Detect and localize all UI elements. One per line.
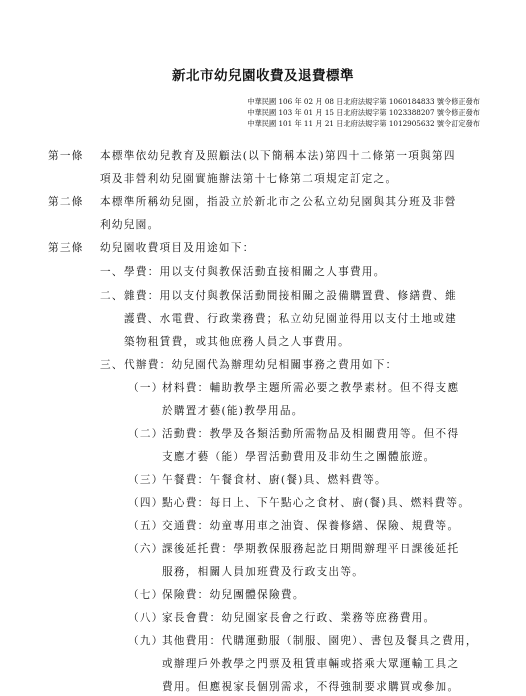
subitem-label: （六） [128, 543, 164, 555]
subitem-label: （九） [128, 635, 164, 647]
article-label: 第二條 [48, 196, 84, 208]
item-text: 學費：用以支付與教保活動直接相關之人事費用。 [124, 266, 386, 278]
subitem-label: （一） [128, 382, 164, 394]
subitem-label: （三） [128, 474, 164, 486]
history-line: 中華民國 101 年 11 月 21 日北府法規字第 1012905632 號令訂定發布 [247, 119, 480, 128]
item-text: 護費、水電費、行政業務費；私立幼兒園並得用以支付土地或建 [124, 313, 458, 325]
subitem-text: 保險費：幼兒團體保險費。 [162, 589, 305, 601]
subitem-label: （八） [128, 612, 164, 624]
item-label: 三、 [100, 359, 124, 371]
document-title: 新北市幼兒園收費及退費標準 [172, 68, 354, 84]
item-text: 雜費：用以支付與教保活動間接相關之設備購置費、修繕費、維 [124, 290, 458, 302]
subitem-text: 家長會費：幼兒園家長會之行政、業務等庶務費用。 [162, 612, 436, 624]
amendment-history [247, 96, 480, 129]
subitem-text: 其他費用：代購運動服（制服、園兜）、書包及餐具之費用， [162, 635, 478, 647]
item-text: 築物租賃費，或其他庶務人員之人事費用。 [124, 336, 350, 348]
subitem-text: 服務，相關人員加班費及行政支出等。 [162, 566, 365, 578]
article-text: 項及非營利幼兒園實施辦法第十七條第二項規定訂定之。 [100, 173, 398, 185]
article-label: 第三條 [48, 242, 84, 254]
history-line: 中華民國 103 年 01 月 15 日北府法規字第 1023388207 號令修正發布 [247, 108, 480, 117]
item-text: 代辦費：幼兒園代為辦理幼兒相關事務之費用如下： [124, 359, 398, 371]
subitem-label: （四） [128, 497, 164, 509]
article-label: 第一條 [48, 150, 84, 162]
history-line: 中華民國 106 年 02 月 08 日北府法規字第 1060184833 號令修正發布 [247, 97, 480, 106]
subitem-label: （五） [128, 520, 164, 532]
item-label: 一、 [100, 266, 124, 278]
subitem-text: 課後延托費：學期教保服務起訖日期間辦理平日課後延托 [162, 543, 460, 555]
subitem-text: 費用。但應視家長個別需求，不得強制要求購買或參加。 [162, 681, 460, 693]
subitem-text: 支應才藝（能）學習活動費用及非幼生之團體旅遊。 [162, 451, 436, 463]
subitem-text: 午餐費：午餐食材、廚(餐)具、燃料費等。 [162, 474, 387, 486]
article-text: 幼兒園收費項目及用途如下： [100, 242, 255, 254]
subitem-text: 於購置才藝(能)教學用品。 [162, 405, 304, 417]
subitem-text: 交通費：幼童專用車之油資、保養修繕、保險、規費等。 [162, 520, 460, 532]
article-text: 本標準所稱幼兒園，指設立於新北市之公私立幼兒園與其分班及非營 [100, 196, 457, 208]
item-label: 二、 [100, 290, 124, 302]
subitem-text: 或辦理戶外教學之門票及租賃車輛或搭乘大眾運輸工具之 [162, 658, 460, 670]
article-text: 本標準依幼兒教育及照顧法(以下簡稱本法)第四十二條第一項與第四 [100, 150, 456, 162]
subitem-text: 材料費：輔助教學主題所需必要之教學素材。但不得支應 [162, 382, 460, 394]
article-text: 利幼兒園。 [100, 219, 160, 231]
subitem-label: （七） [128, 589, 164, 601]
subitem-text: 點心費：每日上、下午點心之食材、廚(餐)具、燃料費等。 [162, 497, 471, 509]
subitem-text: 活動費：教學及各類活動所需物品及相關費用等。但不得 [162, 428, 460, 440]
subitem-label: （二） [128, 428, 164, 440]
